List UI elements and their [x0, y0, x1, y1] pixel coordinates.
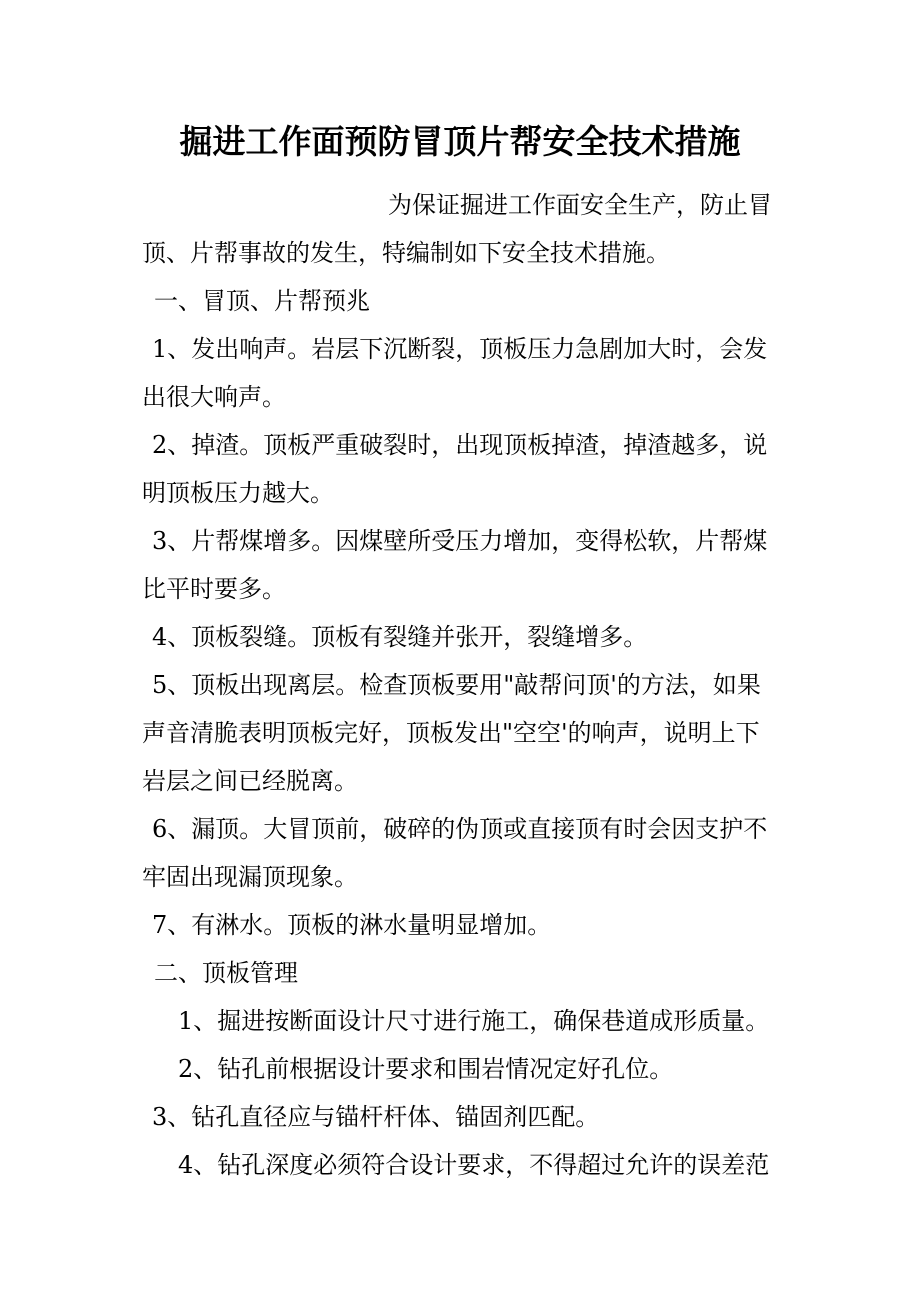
paragraph-line: 1、发出响声。岩层下沉断裂，顶板压力急剧加大时，会发 — [152, 335, 768, 363]
paragraph-line: 4、钻孔深度必须符合设计要求，不得超过允许的误差范 — [178, 1151, 770, 1179]
paragraph-line: 牢固出现漏顶现象。 — [142, 863, 358, 891]
paragraph-line: 4、顶板裂缝。顶板有裂缝并张开，裂缝增多。 — [152, 623, 648, 651]
paragraph-line: 岩层之间已经脱离。 — [142, 767, 358, 795]
paragraph-line: 顶、片帮事故的发生，特编制如下安全技术措施。 — [142, 239, 670, 267]
paragraph-line: 为保证掘进工作面安全生产，防止冒 — [388, 191, 772, 219]
section-heading: 一、冒顶、片帮预兆 — [154, 287, 370, 315]
paragraph-line: 声音清脆表明顶板完好，顶板发出"空空'的响声，说明上下 — [142, 719, 760, 747]
section-heading: 二、顶板管理 — [154, 959, 298, 987]
paragraph-line: 2、掉渣。顶板严重破裂时，出现顶板掉渣，掉渣越多，说 — [152, 431, 768, 459]
paragraph-line: 6、漏顶。大冒顶前，破碎的伪顶或直接顶有时会因支护不 — [152, 815, 768, 843]
paragraph-line: 明顶板压力越大。 — [142, 479, 334, 507]
paragraph-line: 1、掘进按断面设计尺寸进行施工，确保巷道成形质量。 — [178, 1007, 770, 1035]
paragraph-line: 出很大响声。 — [142, 383, 286, 411]
paragraph-line: 3、片帮煤增多。因煤壁所受压力增加，变得松软，片帮煤 — [152, 527, 768, 555]
document-title: 掘进工作面预防冒顶片帮安全技术措施 — [179, 122, 741, 161]
paragraph-line: 2、钻孔前根据设计要求和围岩情况定好孔位。 — [178, 1055, 674, 1083]
paragraph-line: 3、钻孔直径应与锚杆杆体、锚固剂匹配。 — [152, 1103, 600, 1131]
paragraph-line: 5、顶板出现离层。检查顶板要用"敲帮问顶'的方法，如果 — [152, 671, 761, 699]
paragraph-line: 7、有淋水。顶板的淋水量明显增加。 — [152, 911, 552, 939]
paragraph-line: 比平时要多。 — [142, 575, 286, 603]
